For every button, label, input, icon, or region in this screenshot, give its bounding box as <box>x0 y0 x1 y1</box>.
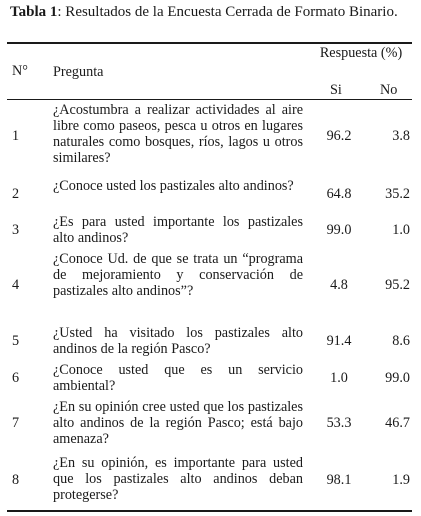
row-yes-value: 96.2 <box>326 128 352 144</box>
table-caption <box>10 4 410 21</box>
row-yes-value: 4.8 <box>330 277 348 293</box>
row-question: ¿Usted ha visitado los pastizales alto andinos de la región Pasco? <box>53 325 303 357</box>
row-question: ¿Conoce Ud. de que se trata un “programa de mejoramiento y conservación de pastizales alto andinos”? <box>53 251 303 299</box>
row-no-value: 3.8 <box>392 128 410 144</box>
row-no-value: 8.6 <box>392 333 410 349</box>
header-question: Pregunta <box>53 64 104 80</box>
row-no-value: 1.0 <box>392 222 410 238</box>
row-number: 5 <box>12 333 20 349</box>
row-question: ¿Es para usted importante los pastizales alto andinos? <box>53 214 303 246</box>
row-no-value: 1.9 <box>392 472 410 488</box>
row-yes-value: 99.0 <box>326 222 352 238</box>
row-number: 4 <box>12 277 20 293</box>
row-number: 7 <box>12 415 20 431</box>
caption-label: Tabla 1 <box>10 4 58 20</box>
header-response: Respuesta (%) <box>319 45 403 61</box>
row-question: ¿En su opinión, es importante para usted que los pastizales alto andinos deban protegerse? <box>53 455 303 503</box>
row-yes-value: 64.8 <box>326 186 352 202</box>
header-no: No <box>380 82 398 98</box>
row-yes-value: 98.1 <box>326 472 352 488</box>
row-yes-value: 53.3 <box>326 415 352 431</box>
header-yes: Si <box>330 82 342 98</box>
header-number: N° <box>12 63 28 79</box>
row-no-value: 99.0 <box>385 370 410 386</box>
row-number: 2 <box>12 186 20 202</box>
top-rule <box>7 42 412 44</box>
row-no-value: 95.2 <box>385 277 410 293</box>
row-number: 6 <box>12 370 20 386</box>
row-yes-value: 1.0 <box>330 370 348 386</box>
row-no-value: 35.2 <box>385 186 410 202</box>
row-number: 1 <box>12 128 20 144</box>
caption-text: : Resultados de la Encuesta Cerrada de Formato Binario. <box>57 4 398 20</box>
bottom-rule <box>7 510 412 512</box>
row-question: ¿Conoce usted que es un servicio ambiental? <box>53 362 303 394</box>
row-no-value: 46.7 <box>385 415 410 431</box>
row-yes-value: 91.4 <box>326 333 352 349</box>
row-question: ¿Acostumbra a realizar actividades al aire libre como paseos, pesca u otros en lugares naturales como bosques, ríos, lagos u otros similares? <box>53 102 303 166</box>
row-question: ¿En su opinión cree usted que los pastizales alto andinos de la región Pasco; está bajo amenaza? <box>53 399 303 447</box>
row-number: 3 <box>12 222 20 238</box>
row-number: 8 <box>12 472 20 488</box>
row-question: ¿Conoce usted los pastizales alto andinos? <box>53 178 294 194</box>
header-rule <box>7 99 412 100</box>
